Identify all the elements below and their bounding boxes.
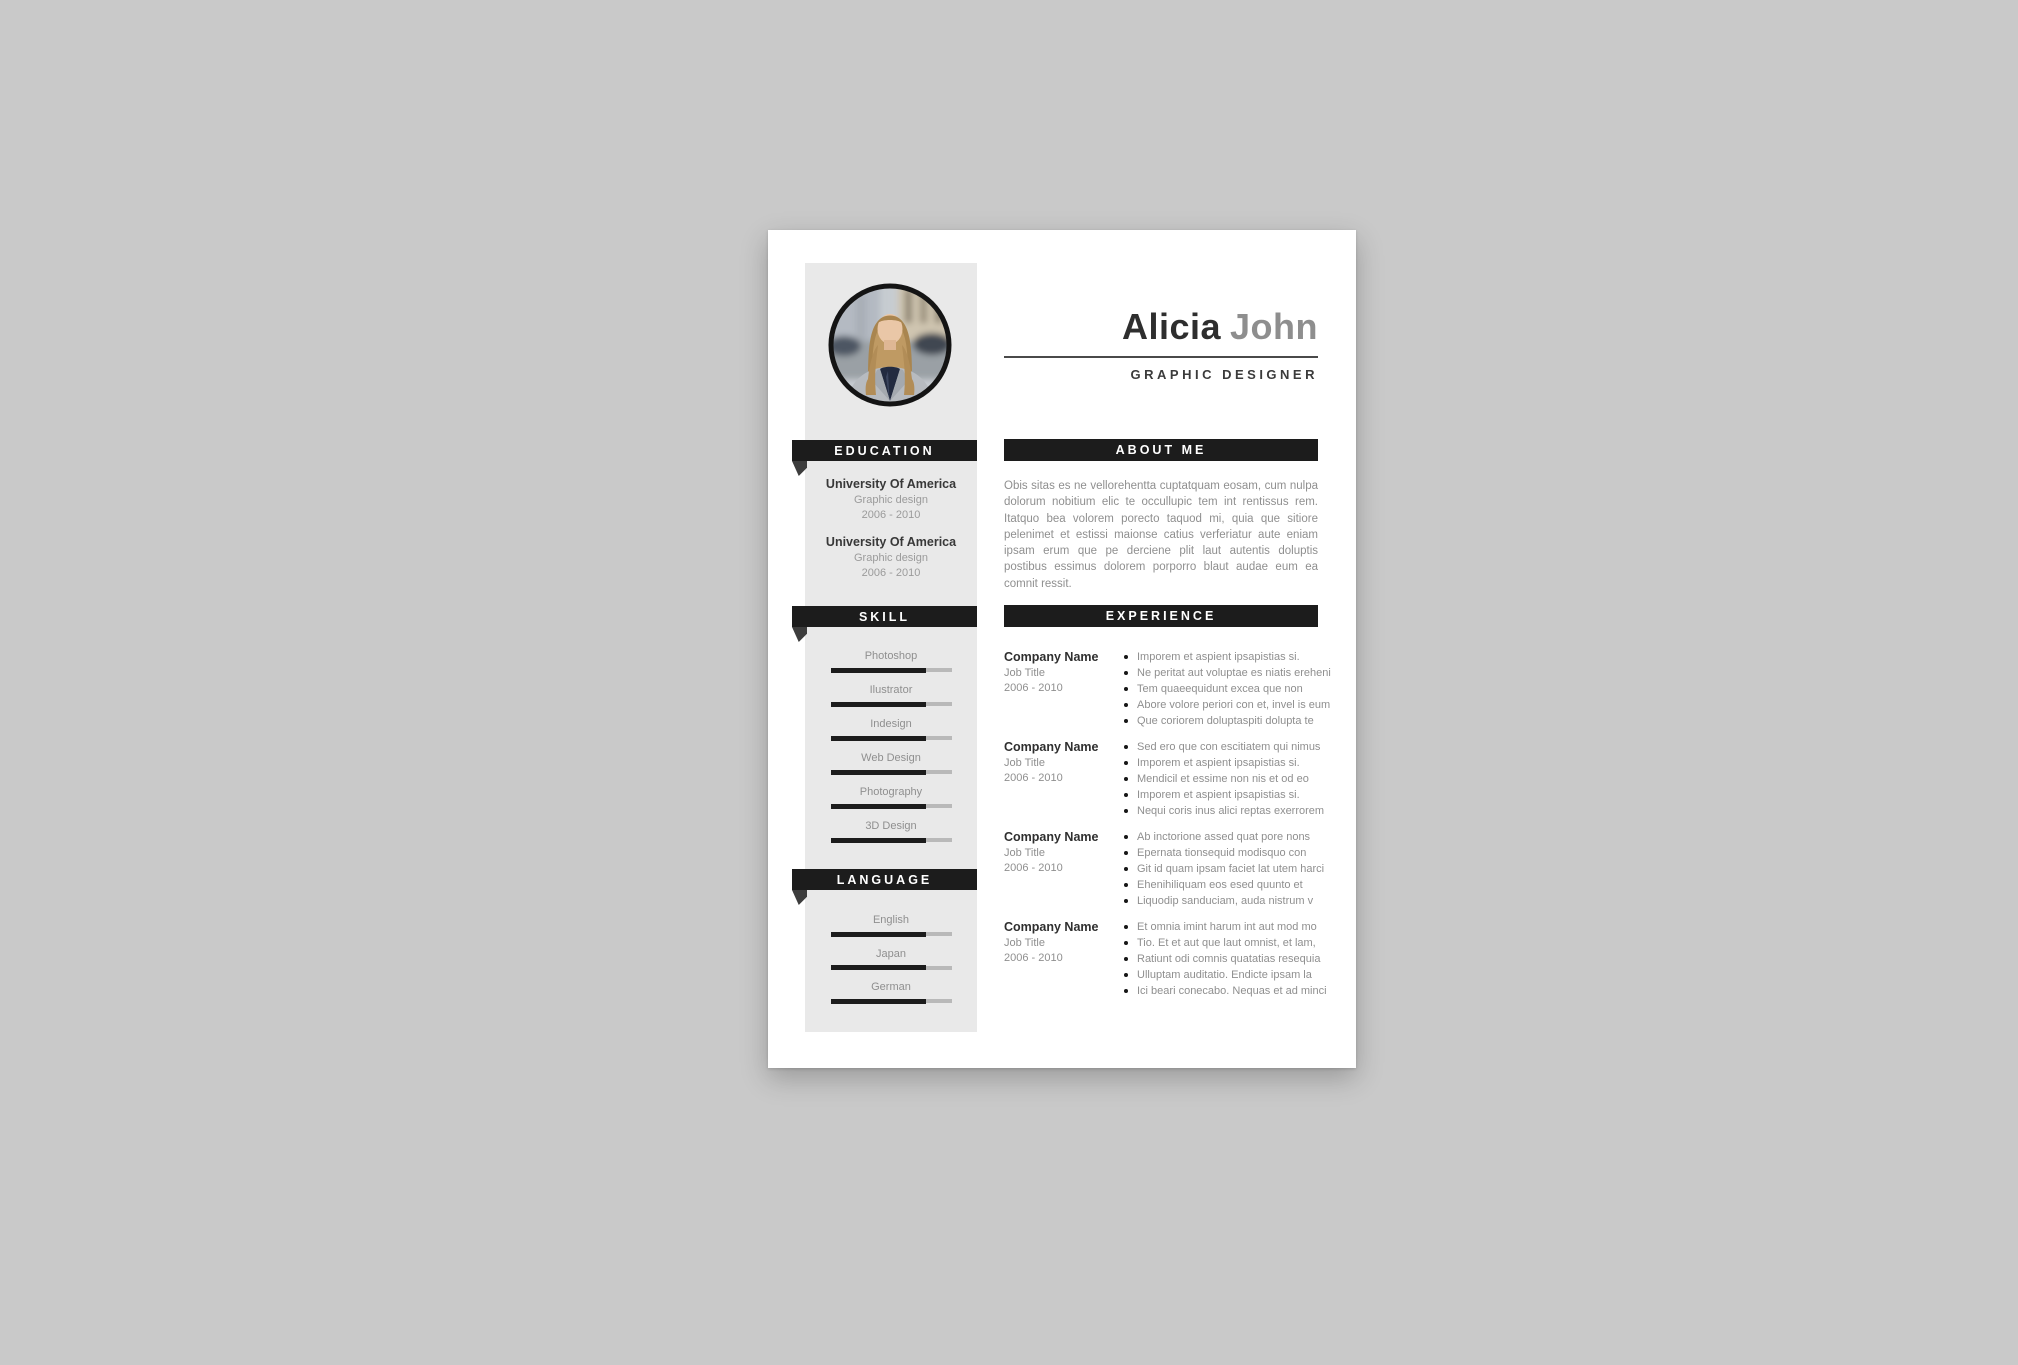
job-title: Job Title [1004,667,1045,679]
about-paragraph: Obis sitas es ne vellorehentta cuptatquam eosam, cum nulpa dolorum nobitium elic te occullupic tem int rentissus rem. Itatquo bea volorem porecto taquod mi, quia que sitiore pelenimet et estissi maionse catius verferiatur aute eniam ipsam erum que pe derciene plit laut autentis doluptis postibus essimus dolorem porporro blaut audae eum ea comnit ressit. [1004,480,1318,590]
job-bullet: Nequi coris inus alici reptas exerrorem [1123,803,1324,819]
job-title: Job Title [1004,757,1045,769]
job-title: Job Title [1004,937,1045,949]
job-bullet: Ab inctorione assed quat pore nons [1123,829,1324,845]
education-item [805,477,977,522]
education-degree: Graphic design [854,494,928,506]
experience-section-header [1004,605,1318,627]
education-heading-label: EDUCATION [834,443,935,458]
skill-bar-fill [831,736,927,741]
language-label: German [871,981,911,993]
job-bullet: Ne peritat aut voluptae es niatis ereheni [1123,665,1331,681]
experience-item [1004,919,1327,999]
job-bullet: Imporem et aspient ipsapistias si. [1123,787,1324,803]
education-item [805,535,977,580]
job-bullet: Et omnia imint harum int aut mod mo [1123,919,1327,935]
header-divider-line [1004,356,1318,358]
skill-label: Photoshop [864,650,918,662]
skill-item [805,785,977,808]
skill-label: 3D Design [865,820,917,832]
about-section-header [1004,439,1318,461]
experience-item [1004,829,1325,909]
skill-bar-track [831,668,952,672]
skill-heading-label: SKILL [858,609,911,624]
portrait-photo-image [828,283,952,407]
job-meta [1004,919,1123,999]
job-bullet-list [1123,649,1331,729]
education-school: University Of America [825,535,957,549]
job-company: Company Name [1004,830,1099,844]
language-bar-fill [831,999,927,1004]
skill-label: Web Design [861,752,921,764]
language-bar-track [831,966,952,970]
job-bullet-list [1123,739,1324,819]
skill-item [805,649,977,672]
skill-bar-fill [831,804,927,809]
job-bullet: Ici beari conecabo. Nequas et ad minci [1123,983,1327,999]
job-meta [1004,829,1123,909]
person-name [1004,304,1318,350]
skill-item [805,751,977,774]
job-years: 2006 - 2010 [1004,862,1063,874]
skill-bar-fill [831,702,927,707]
job-bullet: Tem quaeequidunt excea que non [1123,681,1331,697]
job-years: 2006 - 2010 [1004,952,1063,964]
job-bullet: Liquodip sanduciam, auda nistrum v [1123,893,1324,909]
skill-bar-fill [831,770,927,775]
resume-header [1004,304,1318,382]
language-item [805,980,977,1003]
language-bar-track [831,932,952,936]
skill-label: Photography [859,786,923,798]
job-meta [1004,739,1123,819]
skill-bar-track [831,838,952,842]
last-name: John [1230,306,1318,347]
job-bullet: Tio. Et et aut que laut omnist, et lam, [1123,935,1327,951]
job-company: Company Name [1004,920,1099,934]
experience-list [1004,649,1331,1009]
education-list [805,477,977,593]
education-school: University Of America [825,477,957,491]
person-job-title: GRAPHIC DESIGNER [1130,367,1318,382]
resume-page [768,230,1356,1068]
language-list [805,913,977,1003]
skill-label: Ilustrator [869,684,913,696]
experience-item [1004,739,1325,819]
language-label: English [872,914,910,926]
skill-bar-fill [831,838,927,843]
job-bullet: Que coriorem doluptaspiti dolupta te [1123,713,1331,729]
job-meta [1004,649,1123,729]
job-bullet: Epernata tionsequid modisquo con [1123,845,1324,861]
job-bullet: Imporem et aspient ipsapistias si. [1123,755,1324,771]
skill-bar-track [831,736,952,740]
job-bullet: Ulluptam auditatio. Endicte ipsam la [1123,967,1327,983]
job-bullet: Imporem et aspient ipsapistias si. [1123,649,1331,665]
job-company: Company Name [1004,740,1099,754]
first-name: Alicia [1121,306,1221,347]
education-years: 2006 - 2010 [861,566,921,579]
language-section-header [792,869,977,890]
education-degree: Graphic design [854,552,928,564]
about-heading-label: ABOUT ME [1115,443,1207,457]
skill-bar-track [831,804,952,808]
job-bullet: Abore volore periori con et, invel is eum [1123,697,1331,713]
skill-list [805,649,977,842]
job-years: 2006 - 2010 [1004,772,1063,784]
job-bullet: Sed ero que con escitiatem qui nimus [1123,739,1324,755]
language-item [805,913,977,936]
job-bullet: Mendicil et essime non nis et od eo [1123,771,1324,787]
skill-item [805,683,977,706]
job-bullet-list [1123,829,1324,909]
skill-item [805,819,977,842]
education-years: 2006 - 2010 [861,508,921,521]
job-bullet-list [1123,919,1327,999]
job-years: 2006 - 2010 [1004,682,1063,694]
job-bullet: Git id quam ipsam faciet lat utem harci [1123,861,1324,877]
job-company: Company Name [1004,650,1099,664]
language-heading-label: LANGUAGE [836,872,933,887]
language-item [805,947,977,970]
job-bullet: Ratiunt odi comnis quatatias resequia [1123,951,1327,967]
skill-label: Indesign [870,718,912,730]
skill-bar-fill [831,668,927,673]
skill-bar-track [831,770,952,774]
job-title: Job Title [1004,847,1045,859]
language-label: Japan [876,947,906,960]
language-bar-fill [831,932,927,937]
experience-heading-label: EXPERIENCE [1105,609,1217,623]
language-bar-track [831,999,952,1003]
language-bar-fill [831,965,927,970]
experience-item [1004,649,1331,729]
education-section-header [792,440,977,461]
profile-photo [828,283,952,407]
skill-section-header [792,606,977,627]
job-bullet: Ehenihiliquam eos esed quunto et [1123,877,1324,893]
skill-item [805,717,977,740]
skill-bar-track [831,702,952,706]
